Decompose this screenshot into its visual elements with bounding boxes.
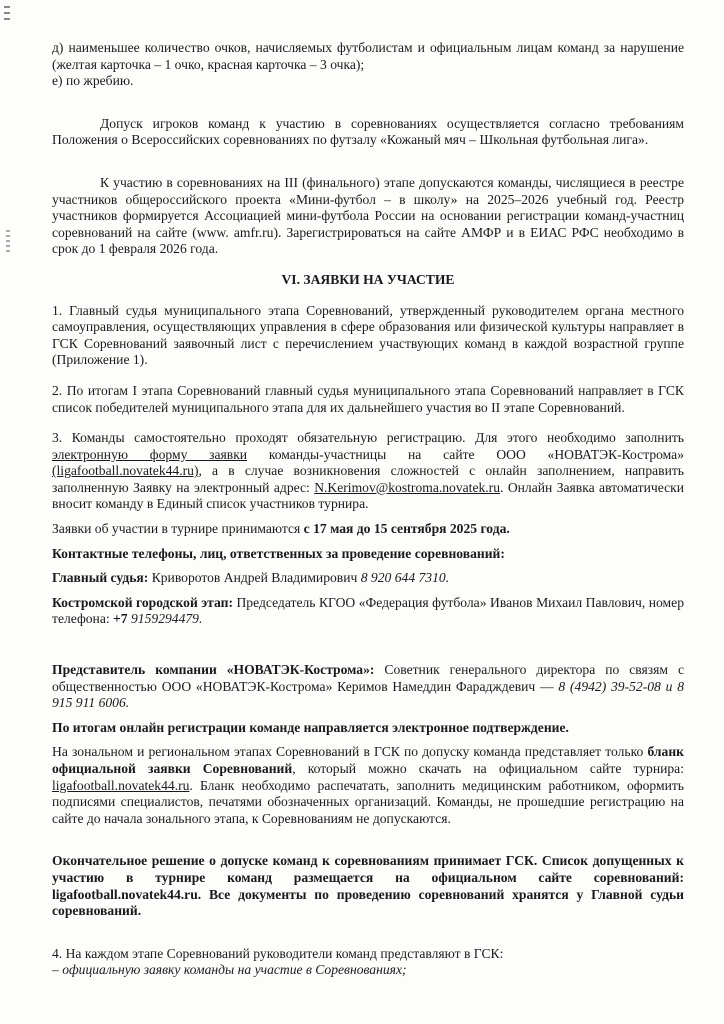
city-stage <box>52 595 684 628</box>
chief-referee-name: Криворотов Андрей Владимирович <box>148 570 361 586</box>
dates-paragraph <box>52 521 684 538</box>
final-decision: Окончательное решение о допуске команд к соревнованиям принимает ГСК. Список допущенных к участию в турнире команд размещается на официальном сайте соревнований: ligafootball.novatek44.ru. Все документы по проведению соревнований хранятся у Главной судьи соревнований. <box>52 853 684 919</box>
item-4: 4. На каждом этапе Соревнований руководители команд представляют в ГСК: <box>52 945 504 961</box>
chief-referee-label: Главный судья: <box>52 570 149 586</box>
zonal-text: , который можно скачать на официальном сайте турнира: <box>292 761 684 776</box>
item-3 <box>52 430 684 513</box>
item-3-text: 3. Команды самостоятельно проходят обязательную регистрацию. Для этого необходимо заполнить <box>52 430 684 446</box>
site-link[interactable]: (ligafootball.novatek44.ru) <box>52 463 199 479</box>
zonal-text: На зональном и региональном этапах Соревнований в ГСК по допуску команда представляет только <box>52 744 648 760</box>
list-item-e: е) по жребию. <box>52 73 134 89</box>
contacts-heading: Контактные телефоны, лиц, ответственных за проведение соревнований: <box>52 545 505 561</box>
zonal-text: . Бланк необходимо распечатать, заполнить медицинским работником, оформить подписями специалистов, печатями обозначенных организаций. Команды, не прошедшие регистрацию на сайте до начала зонального этапа, к Соревнованиям не допускаются. <box>52 777 684 826</box>
final-stage-paragraph: К участию в соревнованиях на III (финального) этапе допускаются команды, числящиеся в реестре участников общероссийского проекта «Мини-футбол – в школу» на 2025–2026 учебный год. Реестр участников формируется Ассоциацией мини-футбола России на основании регистрации команд-участниц соревнований на сайте (www. amfr.ru). Зарегистрироваться на сайте АМФР и в ЕИАС РФС необходимо в срок до 1 февраля 2026 года. <box>52 174 684 257</box>
zonal-paragraph <box>52 744 684 827</box>
company-rep-text: Советник генерального директора по связям с общественностью ООО «НОВАТЭК-Кострома» Керимов Намеддин Фарадждевич — <box>52 662 684 694</box>
city-stage-phone-prefix: +7 <box>113 611 131 627</box>
item-4-sub: – официальную заявку команды на участие в Соревнованиях; <box>52 962 407 978</box>
company-rep-label: Представитель компании «НОВАТЭК-Кострома»: <box>52 662 375 678</box>
item-1: 1. Главный судья муниципального этапа Соревнований, утвержденный руководителем органа местного самоуправления, осуществляющих управления в сфере образования или физической культуры направляет в ГСК Соревнований заявочный лист с перечислением участвующих команд в каждой возрастной группе (Приложение 1). <box>52 302 684 368</box>
list-item-d: д) наименьшее количество очков, начисляемых футболистам и официальным лицам команд за нарушение (желтая карточка – 1 очко, красная карточка – 3 очка); <box>52 40 684 72</box>
item-2: 2. По итогам I этапа Соревнований главный судья муниципального этапа Соревнований направляет в ГСК список победителей муниципального этапа для их дальнейшего участия во II этапе Соревнований. <box>52 382 684 415</box>
admission-paragraph: Допуск игроков команд к участию в соревнованиях осуществляется согласно требованиям Положения о Всероссийских соревнованиях по футзалу «Кожаный мяч – Школьная футбольная лига». <box>52 115 684 148</box>
city-stage-phone: 9159294479. <box>131 611 203 627</box>
section-title: VI. ЗАЯВКИ НА УЧАСТИЕ <box>281 271 455 287</box>
dates-prefix: Заявки об участии в турнире принимаются <box>52 521 304 537</box>
company-rep-phones: 8 (4942) 39-52-08 и 8 915 911 6006. <box>52 678 684 711</box>
item-3-text: команды-участницы на сайте ООО «НОВАТЭК-Кострома» <box>247 446 684 462</box>
dates-range: с 17 мая до 15 сентября 2025 года. <box>303 521 510 537</box>
application-form-link[interactable]: электронную форму заявки <box>52 446 248 462</box>
city-stage-label: Костромской городской этап: <box>52 594 233 610</box>
chief-referee-phone: 8 920 644 7310. <box>360 570 450 586</box>
company-rep <box>52 662 684 712</box>
item-3-text: . Онлайн Заявка автоматически вносит команду в Единый список участников турнира. <box>52 479 684 512</box>
chief-referee <box>52 570 684 587</box>
site-link[interactable]: ligafootball.novatek44.ru <box>52 777 190 793</box>
zonal-bold: бланк официальной заявки Соревнований <box>52 744 684 776</box>
city-stage-text: Председатель КГОО «Федерация футбола» Иванов Михаил Павлович, номер телефона: <box>52 594 684 627</box>
email-link[interactable]: N.Kerimov@kostroma.novatek.ru <box>314 479 501 495</box>
item-3-text: , а в случае возникновения сложностей с онлайн заполнением, направить заполненную Заявку на электронный адрес: <box>52 463 684 495</box>
confirmation-note: По итогам онлайн регистрации команде направляется электронное подтверждение. <box>52 719 569 735</box>
